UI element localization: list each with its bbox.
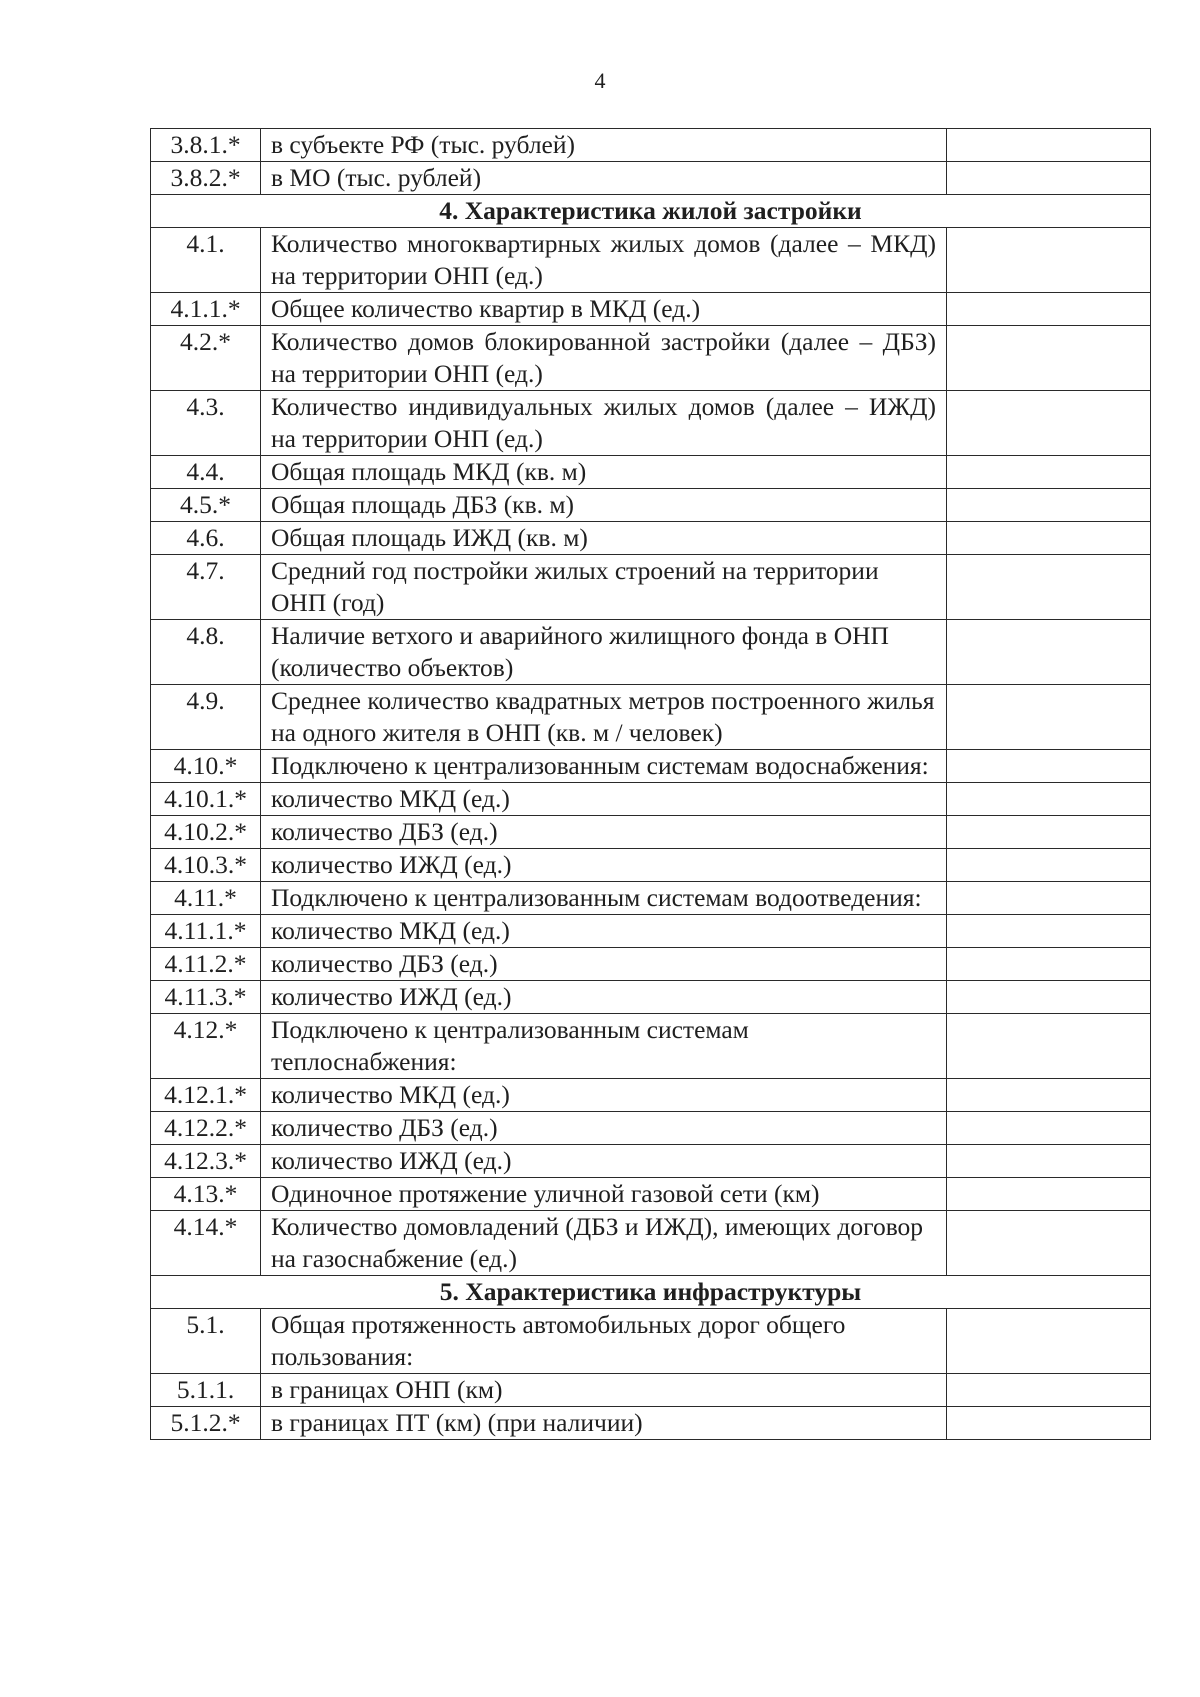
section-header-row <box>151 1276 1151 1309</box>
table-row <box>151 1079 1151 1112</box>
row-value-cell <box>947 948 1151 981</box>
row-description: в МО (тыс. рублей) <box>261 162 947 195</box>
row-value-cell <box>947 326 1151 391</box>
row-description: количество МКД (ед.) <box>261 915 947 948</box>
row-description: Подключено к централизованным системам водоотведения: <box>261 882 947 915</box>
row-description: количество ДБЗ (ед.) <box>261 1112 947 1145</box>
row-value-cell <box>947 1079 1151 1112</box>
row-description: Количество домовладений (ДБЗ и ИЖД), имеющих договор на газоснабжение (ед.) <box>261 1211 947 1276</box>
row-description: количество ИЖД (ед.) <box>261 981 947 1014</box>
row-number: 4.11.3.* <box>151 981 261 1014</box>
row-value-cell <box>947 522 1151 555</box>
table-row <box>151 948 1151 981</box>
row-description: Одиночное протяжение уличной газовой сети (км) <box>261 1178 947 1211</box>
table-body <box>151 129 1151 1440</box>
row-value-cell <box>947 750 1151 783</box>
row-value-cell <box>947 1145 1151 1178</box>
row-value-cell <box>947 489 1151 522</box>
row-description: Общая площадь ИЖД (кв. м) <box>261 522 947 555</box>
row-description: в границах ОНП (км) <box>261 1374 947 1407</box>
row-value-cell <box>947 685 1151 750</box>
table-row <box>151 1309 1151 1374</box>
table-row <box>151 981 1151 1014</box>
row-value-cell <box>947 849 1151 882</box>
row-value-cell <box>947 1407 1151 1440</box>
row-description: Общая протяженность автомобильных дорог общего пользования: <box>261 1309 947 1374</box>
table-row <box>151 1211 1151 1276</box>
row-number: 4.6. <box>151 522 261 555</box>
row-description: Среднее количество квадратных метров построенного жилья на одного жителя в ОНП (кв. м / человек) <box>261 685 947 750</box>
row-number: 4.10.1.* <box>151 783 261 816</box>
row-description: Общая площадь МКД (кв. м) <box>261 456 947 489</box>
row-number: 4.10.3.* <box>151 849 261 882</box>
row-number: 4.10.* <box>151 750 261 783</box>
row-value-cell <box>947 1112 1151 1145</box>
row-value-cell <box>947 816 1151 849</box>
section-title: 4. Характеристика жилой застройки <box>151 195 1151 228</box>
row-description: Количество индивидуальных жилых домов (далее – ИЖД) на территории ОНП (ед.) <box>261 391 947 456</box>
row-number: 4.1. <box>151 228 261 293</box>
table-row <box>151 783 1151 816</box>
row-description: в субъекте РФ (тыс. рублей) <box>261 129 947 162</box>
row-number: 5.1. <box>151 1309 261 1374</box>
row-description: Подключено к централизованным системам водоснабжения: <box>261 750 947 783</box>
row-number: 4.12.2.* <box>151 1112 261 1145</box>
row-description: количество МКД (ед.) <box>261 783 947 816</box>
row-number: 3.8.1.* <box>151 129 261 162</box>
row-number: 4.4. <box>151 456 261 489</box>
row-number: 4.14.* <box>151 1211 261 1276</box>
row-number: 5.1.2.* <box>151 1407 261 1440</box>
row-value-cell <box>947 129 1151 162</box>
table-row <box>151 522 1151 555</box>
row-number: 5.1.1. <box>151 1374 261 1407</box>
row-description: в границах ПТ (км) (при наличии) <box>261 1407 947 1440</box>
row-value-cell <box>947 915 1151 948</box>
row-number: 4.13.* <box>151 1178 261 1211</box>
page-number: 4 <box>594 68 606 93</box>
indicators-table <box>150 128 1151 1440</box>
table-row <box>151 816 1151 849</box>
row-value-cell <box>947 456 1151 489</box>
table-row <box>151 849 1151 882</box>
row-value-cell <box>947 555 1151 620</box>
row-description: количество ИЖД (ед.) <box>261 1145 947 1178</box>
row-description: Наличие ветхого и аварийного жилищного фонда в ОНП (количество объектов) <box>261 620 947 685</box>
row-number: 4.11.2.* <box>151 948 261 981</box>
row-number: 4.9. <box>151 685 261 750</box>
table-row <box>151 293 1151 326</box>
row-number: 3.8.2.* <box>151 162 261 195</box>
section-title: 5. Характеристика инфраструктуры <box>151 1276 1151 1309</box>
row-number: 4.2.* <box>151 326 261 391</box>
row-description: количество МКД (ед.) <box>261 1079 947 1112</box>
row-description: Общее количество квартир в МКД (ед.) <box>261 293 947 326</box>
table-row <box>151 489 1151 522</box>
row-number: 4.12.* <box>151 1014 261 1079</box>
row-description: количество ДБЗ (ед.) <box>261 816 947 849</box>
row-value-cell <box>947 228 1151 293</box>
row-number: 4.11.* <box>151 882 261 915</box>
table-row <box>151 1178 1151 1211</box>
row-description: Подключено к централизованным системам теплоснабжения: <box>261 1014 947 1079</box>
row-number: 4.12.1.* <box>151 1079 261 1112</box>
table-row <box>151 326 1151 391</box>
row-number: 4.11.1.* <box>151 915 261 948</box>
table-row <box>151 555 1151 620</box>
row-description: количество ДБЗ (ед.) <box>261 948 947 981</box>
row-value-cell <box>947 1211 1151 1276</box>
table-row <box>151 1014 1151 1079</box>
row-description: Количество многоквартирных жилых домов (далее – МКД) на территории ОНП (ед.) <box>261 228 947 293</box>
row-value-cell <box>947 162 1151 195</box>
row-number: 4.1.1.* <box>151 293 261 326</box>
row-description: количество ИЖД (ед.) <box>261 849 947 882</box>
row-value-cell <box>947 783 1151 816</box>
row-description: Общая площадь ДБЗ (кв. м) <box>261 489 947 522</box>
row-value-cell <box>947 1014 1151 1079</box>
row-value-cell <box>947 1309 1151 1374</box>
row-value-cell <box>947 391 1151 456</box>
table-row <box>151 129 1151 162</box>
row-number: 4.5.* <box>151 489 261 522</box>
table-row <box>151 391 1151 456</box>
table-row <box>151 456 1151 489</box>
table-row <box>151 1374 1151 1407</box>
table-row <box>151 162 1151 195</box>
table-row <box>151 228 1151 293</box>
table-row <box>151 620 1151 685</box>
row-number: 4.12.3.* <box>151 1145 261 1178</box>
row-value-cell <box>947 1374 1151 1407</box>
row-number: 4.8. <box>151 620 261 685</box>
table-row <box>151 882 1151 915</box>
row-number: 4.10.2.* <box>151 816 261 849</box>
section-header-row <box>151 195 1151 228</box>
table-row <box>151 1112 1151 1145</box>
row-value-cell <box>947 293 1151 326</box>
row-value-cell <box>947 620 1151 685</box>
row-value-cell <box>947 1178 1151 1211</box>
table-row <box>151 915 1151 948</box>
row-description: Количество домов блокированной застройки (далее – ДБЗ) на территории ОНП (ед.) <box>261 326 947 391</box>
table-row <box>151 750 1151 783</box>
row-value-cell <box>947 882 1151 915</box>
table-row <box>151 1407 1151 1440</box>
row-value-cell <box>947 981 1151 1014</box>
row-description: Средний год постройки жилых строений на территории ОНП (год) <box>261 555 947 620</box>
row-number: 4.3. <box>151 391 261 456</box>
row-number: 4.7. <box>151 555 261 620</box>
table-row <box>151 1145 1151 1178</box>
table-row <box>151 685 1151 750</box>
